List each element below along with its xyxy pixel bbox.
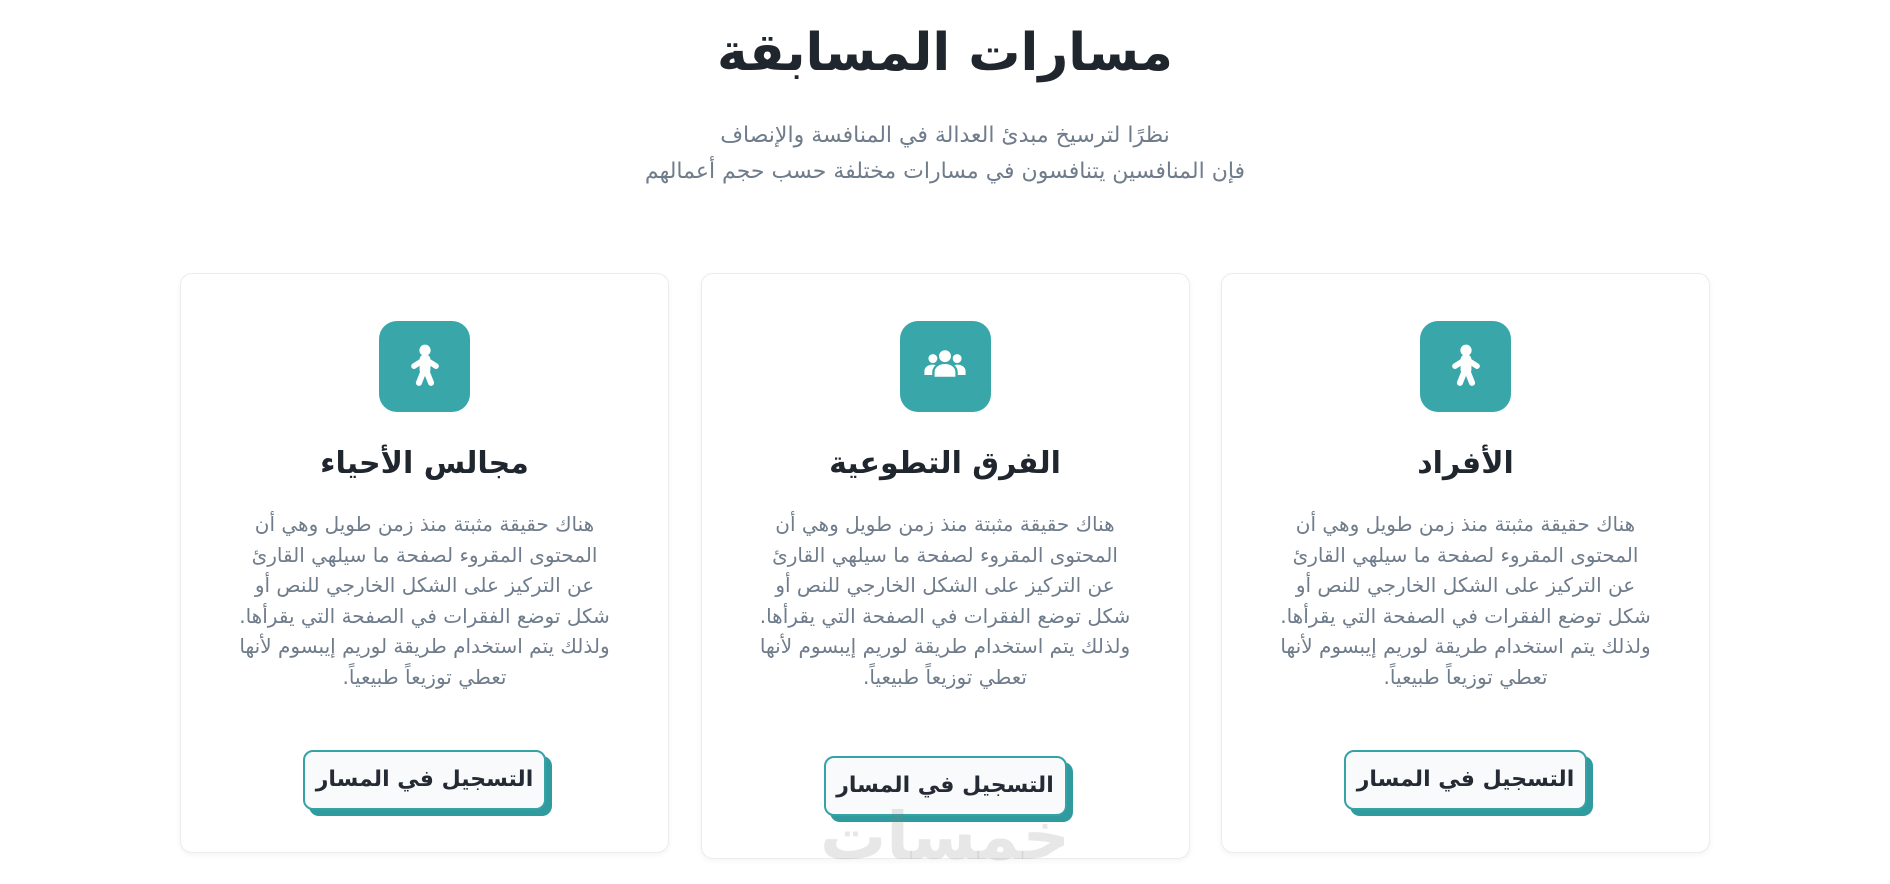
register-track-button[interactable]: التسجيل في المسار <box>1344 750 1587 810</box>
people-group-icon <box>900 321 991 412</box>
card-description: هناك حقيقة مثبتة منذ زمن طويل وهي أن المحتوى المقروء لصفحة ما سيلهي القارئ عن التركيز على الشكل الخارجي للنص أو شكل توضع الفقرات في الصفحة التي يقرأها. ولذلك يتم استخدام طريقة لوريم إيبسوم لأنها تعطي توزيعاً طبيعياً. <box>1280 512 1651 689</box>
card-title: الأفراد <box>1417 446 1514 481</box>
card-title: الفرق التطوعية <box>829 446 1061 481</box>
card-description: هناك حقيقة مثبتة منذ زمن طويل وهي أن المحتوى المقروء لصفحة ما سيلهي القارئ عن التركيز على الشكل الخارجي للنص أو شكل توضع الفقرات في الصفحة التي يقرأها. ولذلك يتم استخدام طريقة لوريم إيبسوم لأنها تعطي توزيعاً طبيعياً. <box>239 512 610 689</box>
track-card-individuals <box>1221 273 1710 853</box>
track-cards-row <box>180 273 1710 859</box>
child-person-icon <box>379 321 470 412</box>
track-card-volunteer-teams <box>701 273 1190 859</box>
register-track-button[interactable]: التسجيل في المسار <box>824 756 1067 816</box>
card-description: هناك حقيقة مثبتة منذ زمن طويل وهي أن المحتوى المقروء لصفحة ما سيلهي القارئ عن التركيز على الشكل الخارجي للنص أو شكل توضع الفقرات في الصفحة التي يقرأها. ولذلك يتم استخدام طريقة لوريم إيبسوم لأنها تعطي توزيعاً طبيعياً. <box>759 512 1131 689</box>
register-track-button[interactable]: التسجيل في المسار <box>303 750 546 810</box>
section-subtitle-line-2: فإن المنافسين يتنافسون في مسارات مختلفة حسب حجم أعمالهم <box>644 159 1246 185</box>
child-person-icon <box>1420 321 1511 412</box>
track-card-neighborhood-councils <box>180 273 669 853</box>
card-title: مجالس الأحياء <box>320 446 529 481</box>
section-subtitle <box>0 118 1890 190</box>
section-subtitle-line-1: نظرًا لترسيخ مبدئ العدالة في المنافسة والإنصاف <box>720 123 1170 149</box>
section-title: مسارات المسابقة <box>717 23 1173 83</box>
